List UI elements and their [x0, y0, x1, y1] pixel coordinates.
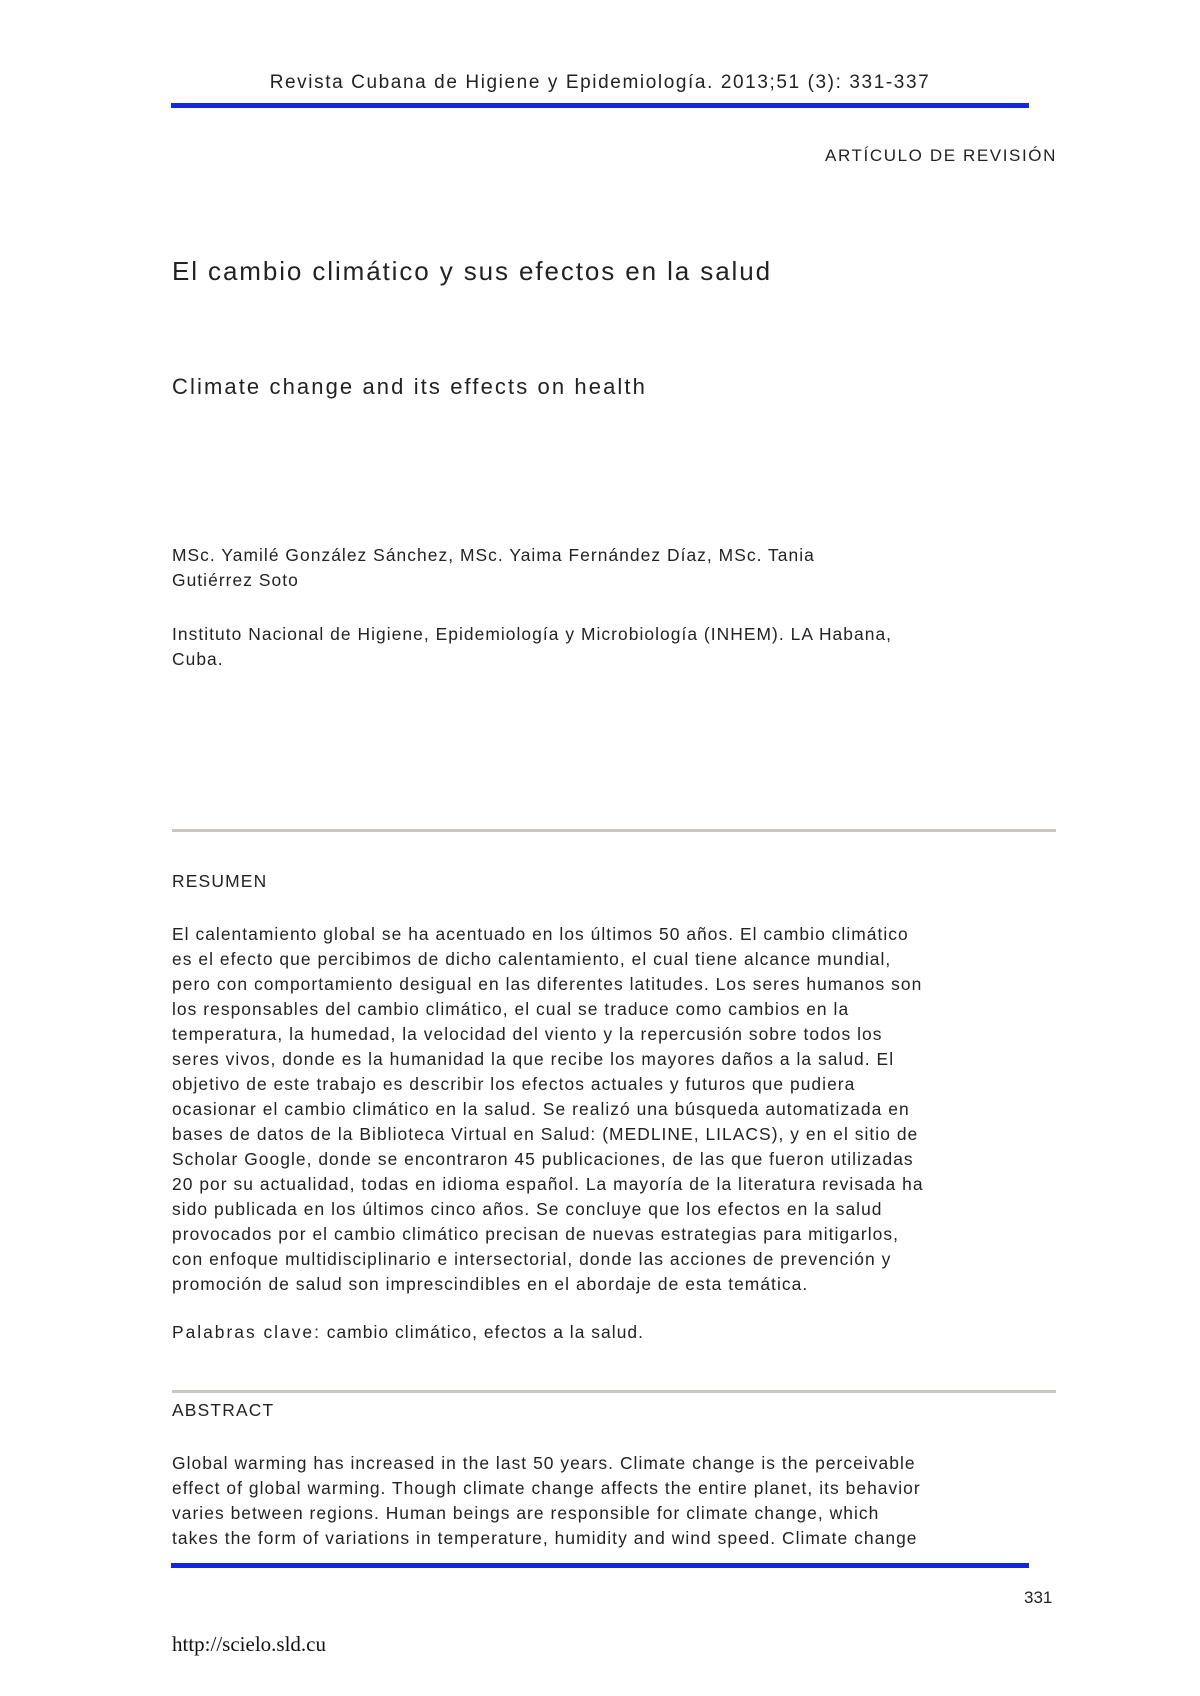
affiliation-line: Cuba.: [172, 649, 224, 669]
author-line: MSc. Yamilé González Sánchez, MSc. Yaima Fernández Díaz, MSc. Tania: [172, 545, 815, 565]
abstract-line: varies between regions. Human beings are responsible for climate change, which: [172, 1503, 880, 1523]
footer-divider: [171, 1563, 1029, 1568]
resumen-line: los responsables del cambio climático, el cual se traduce como cambios en la: [172, 999, 850, 1019]
affiliation: [172, 622, 1056, 672]
section-divider: [172, 829, 1056, 832]
resumen-line: provocados por el cambio climático precisan de nuevas estrategias para mitigarlos,: [172, 1224, 899, 1244]
affiliation-line: Instituto Nacional de Higiene, Epidemiología y Microbiología (INHEM). LA Habana,: [172, 624, 893, 644]
resumen-line: seres vivos, donde es la humanidad la que recibe los mayores daños a la salud. El: [172, 1049, 895, 1069]
keywords: [172, 1322, 644, 1343]
header-divider: [171, 103, 1029, 108]
resumen-line: pero con comportamiento desigual en las diferentes latitudes. Los seres humanos son: [172, 974, 923, 994]
section-divider: [172, 1390, 1056, 1393]
resumen-line: con enfoque multidisciplinario e intersectorial, donde las acciones de prevención y: [172, 1249, 892, 1269]
site-url-link[interactable]: http://scielo.sld.cu: [172, 1632, 326, 1656]
title-english: Climate change and its effects on health: [172, 374, 647, 399]
resumen-line: sido publicada en los últimos cinco años. Se concluye que los efectos en la salud: [172, 1199, 883, 1219]
resumen-line: temperatura, la humedad, la velocidad del viento y la repercusión sobre todos los: [172, 1024, 883, 1044]
journal-citation-header: Revista Cubana de Higiene y Epidemiología. 2013;51 (3): 331-337: [269, 72, 931, 93]
resumen-line: objetivo de este trabajo es describir los efectos actuales y futuros que pudiera: [172, 1074, 856, 1094]
page-number: 331: [1024, 1588, 1053, 1607]
keywords-label: Palabras clave:: [172, 1322, 321, 1342]
author-line: Gutiérrez Soto: [172, 570, 299, 590]
abstract-line: Global warming has increased in the last 50 years. Climate change is the perceivable: [172, 1453, 916, 1473]
resumen-line: ocasionar el cambio climático en la salud. Se realizó una búsqueda automatizada en: [172, 1099, 910, 1119]
abstract-heading: ABSTRACT: [172, 1400, 275, 1420]
resumen-heading: RESUMEN: [172, 871, 268, 891]
resumen-line: bases de datos de la Biblioteca Virtual en Salud: (MEDLINE, LILACS), y en el sitio de: [172, 1124, 919, 1144]
article-type-label: ARTÍCULO DE REVISIÓN: [825, 146, 1057, 165]
resumen-line: El calentamiento global se ha acentuado en los últimos 50 años. El cambio climático: [172, 924, 909, 944]
resumen-line: es el efecto que percibimos de dicho calentamiento, el cual tiene alcance mundial,: [172, 949, 892, 969]
title-spanish: El cambio climático y sus efectos en la salud: [172, 256, 772, 286]
resumen-line: 20 por su actualidad, todas en idioma español. La mayoría de la literatura revisada ha: [172, 1174, 924, 1194]
author-list: [172, 543, 1056, 593]
abstract-line: effect of global warming. Though climate change affects the entire planet, its behavior: [172, 1478, 921, 1498]
resumen-line: Scholar Google, donde se encontraron 45 publicaciones, de las que fueron utilizadas: [172, 1149, 914, 1169]
resumen-paragraph: [172, 922, 1056, 1297]
abstract-line: takes the form of variations in temperature, humidity and wind speed. Climate change: [172, 1528, 918, 1548]
abstract-paragraph: [172, 1451, 1056, 1551]
resumen-line: promoción de salud son imprescindibles en el abordaje de esta temática.: [172, 1274, 809, 1294]
keywords-text: cambio climático, efectos a la salud.: [320, 1322, 645, 1342]
